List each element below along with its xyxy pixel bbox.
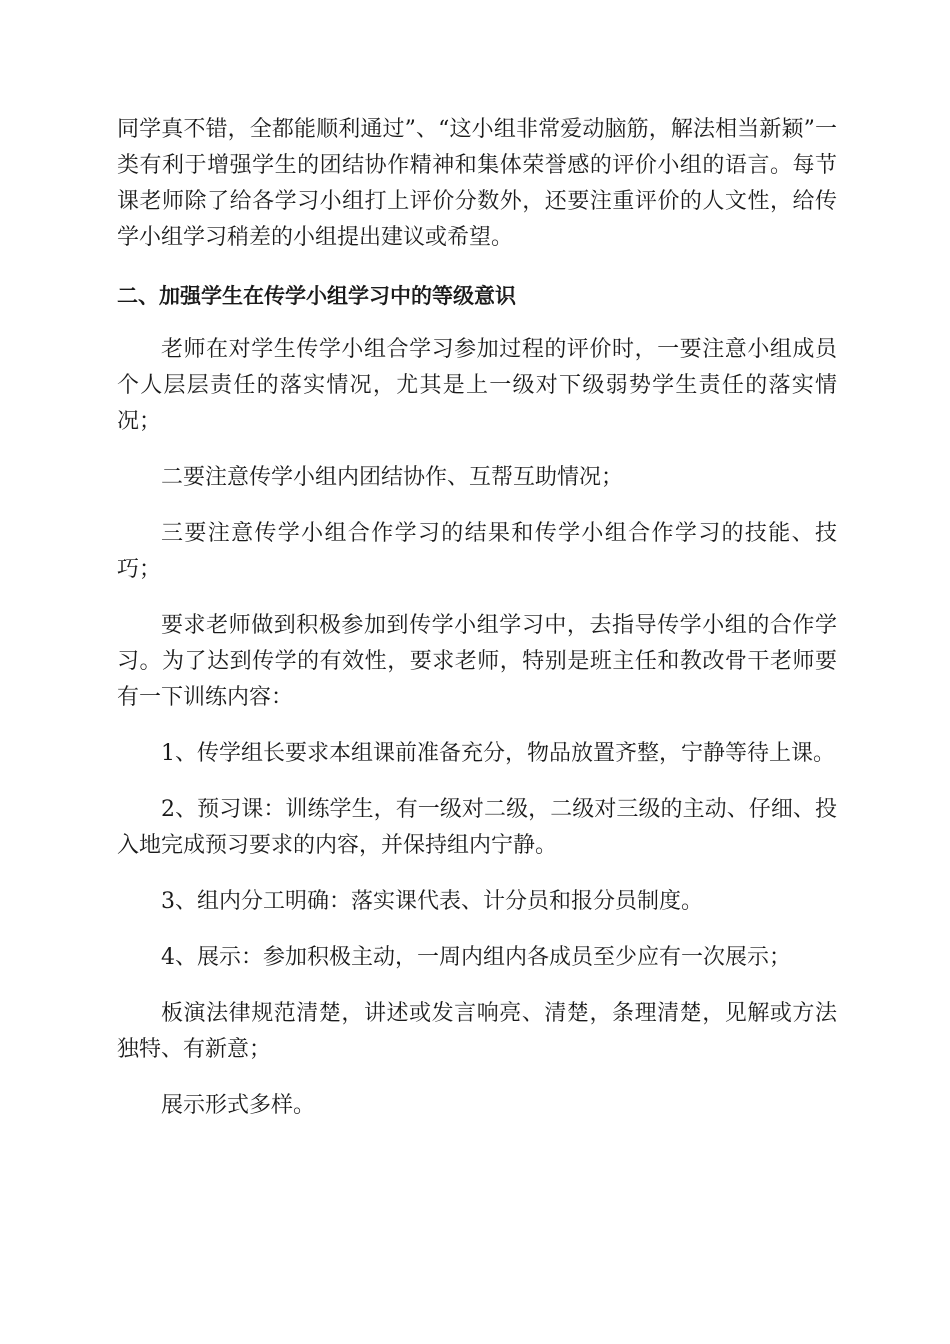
paragraph: 二要注意传学小组内团结协作、互帮互助情况； (161, 465, 624, 490)
paragraph: 板演法律规范清楚，讲述或发言响亮、清楚，条理清楚，见解或方法独特、有新意； (117, 1001, 837, 1062)
paragraph: 三要注意传学小组合作学习的结果和传学小组合作学习的技能、技巧； (117, 521, 837, 582)
paragraph: 老师在对学生传学小组合学习参加过程的评价时，一要注意小组成员个人层层责任的落实情况，尤其是上一级对下级弱势学生责任的落实情况； (117, 337, 837, 434)
paragraph: 要求老师做到积极参加到传学小组学习中，去指导传学小组的合作学习。为了达到传学的有效性，要求老师，特别是班主任和教改骨干老师要有一下训练内容： (117, 613, 837, 710)
list-item: 2、预习课：训练学生，有一级对二级，二级对三级的主动、仔细、投入地完成预习要求的内容，并保持组内宁静。 (117, 797, 837, 858)
list-item: 3、组内分工明确：落实课代表、计分员和报分员制度。 (161, 889, 703, 914)
intro-paragraph: 同学真不错，全都能顺利通过”、“这小组非常爱动脑筋，解法相当新颖”一类有利于增强学生的团结协作精神和集体荣誉感的评价小组的语言。每节课老师除了给各学习小组打上评价分数外，还要注重评价的人文性，给传学小组学习稍差的小组提出建议或希望。 (117, 117, 837, 250)
list-item: 4、展示：参加积极主动，一周内组内各成员至少应有一次展示； (161, 945, 791, 970)
paragraph: 展示形式多样。 (161, 1093, 316, 1118)
section-heading: 二、加强学生在传学小组学习中的等级意识 (117, 284, 516, 308)
document-page (117, 112, 837, 1144)
list-item: 1、传学组长要求本组课前准备充分，物品放置齐整，宁静等待上课。 (161, 741, 835, 766)
